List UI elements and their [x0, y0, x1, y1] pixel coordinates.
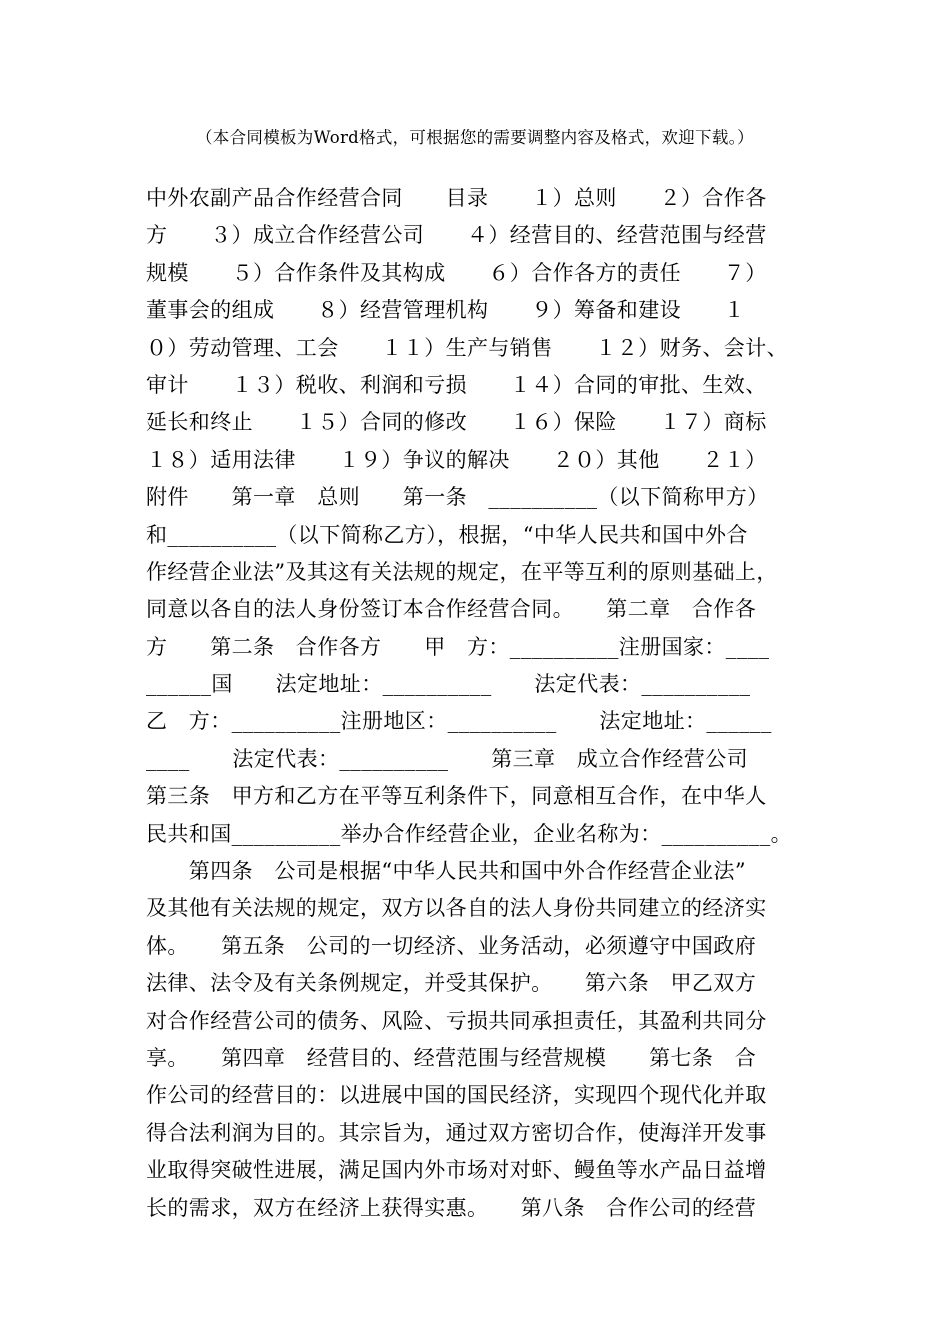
- text-line: 和__________（以下简称乙方），根据，“中华人民共和国中外合: [146, 522, 748, 547]
- text-line: 附件 第一章 总则 第一条 __________（以下简称甲方）: [146, 485, 769, 510]
- text-line: 法律、法令及有关条例规定，并受其保护。 第六条 甲乙双方: [146, 971, 757, 996]
- text-line: 董事会的组成 ８）经营管理机构 ９）筹备和建设 １: [146, 298, 746, 323]
- text-line: 及其他有关法规的规定，双方以各自的法人身份共同建立的经济实: [146, 896, 767, 921]
- text-line: 业取得突破性进展，满足国内外市场对对虾、鳗鱼等水产品日益增: [146, 1158, 767, 1183]
- text-line: 得合法利润为目的。其宗旨为，通过双方密切合作，使海洋开发事: [146, 1120, 767, 1145]
- text-line: 享。 第四章 经营目的、经营范围与经营规模 第七条 合: [146, 1045, 757, 1070]
- text-line: 民共和国__________举办合作经营企业，企业名称为：__________。: [146, 821, 792, 846]
- text-line: 乙 方：__________注册地区：__________ 法定地址：______: [146, 709, 772, 734]
- text-line: ０）劳动管理、工会 １１）生产与销售 １２）财务、会计、: [146, 335, 788, 360]
- text-line: １８）适用法律 １９）争议的解决 ２０）其他 ２１）: [146, 447, 767, 472]
- text-line: 第四条 公司是根据“中华人民共和国中外合作经营企业法”: [146, 859, 747, 884]
- text-line: 第三条 甲方和乙方在平等互利条件下，同意相互合作，在中华人: [146, 784, 767, 809]
- text-line: 方 ３）成立合作经营公司 ４）经营目的、经营范围与经营: [146, 223, 767, 248]
- text-line: 方 第二条 合作各方 甲 方：__________注册国家：____: [146, 634, 770, 659]
- contract-body: [146, 180, 811, 1227]
- text-line: 体。 第五条 公司的一切经济、业务活动，必须遵守中国政府: [146, 933, 757, 958]
- text-line: ____ 法定代表：__________ 第三章 成立合作经营公司: [146, 746, 748, 771]
- text-line: 延长和终止 １５）合同的修改 １６）保险 １７）商标: [146, 410, 767, 435]
- text-line: ______国 法定地址：__________ 法定代表：__________: [146, 672, 751, 697]
- text-line: 作经营企业法”及其这有关法规的规定，在平等互利的原则基础上，: [146, 559, 778, 584]
- text-line: 中外农副产品合作经营合同 目录 １）总则 ２）合作各: [146, 186, 767, 210]
- text-line: 同意以各自的法人身份签订本合作经营合同。 第二章 合作各: [146, 597, 757, 622]
- text-line: 审计 １３）税收、利润和亏损 １４）合同的审批、生效、: [146, 372, 767, 397]
- text-line: 作公司的经营目的：以进展中国的国民经济，实现四个现代化并取: [146, 1083, 767, 1108]
- text-line: 长的需求，双方在经济上获得实惠。 第八条 合作公司的经营: [146, 1195, 757, 1220]
- template-note: （本合同模板为Word格式，可根据您的需要调整内容及格式，欢迎下载。）: [196, 128, 754, 147]
- text-line: 对合作经营公司的债务、风险、亏损共同承担责任，其盈利共同分: [146, 1008, 767, 1033]
- text-line: 规模 ５）合作条件及其构成 ６）合作各方的责任 ７）: [146, 260, 767, 285]
